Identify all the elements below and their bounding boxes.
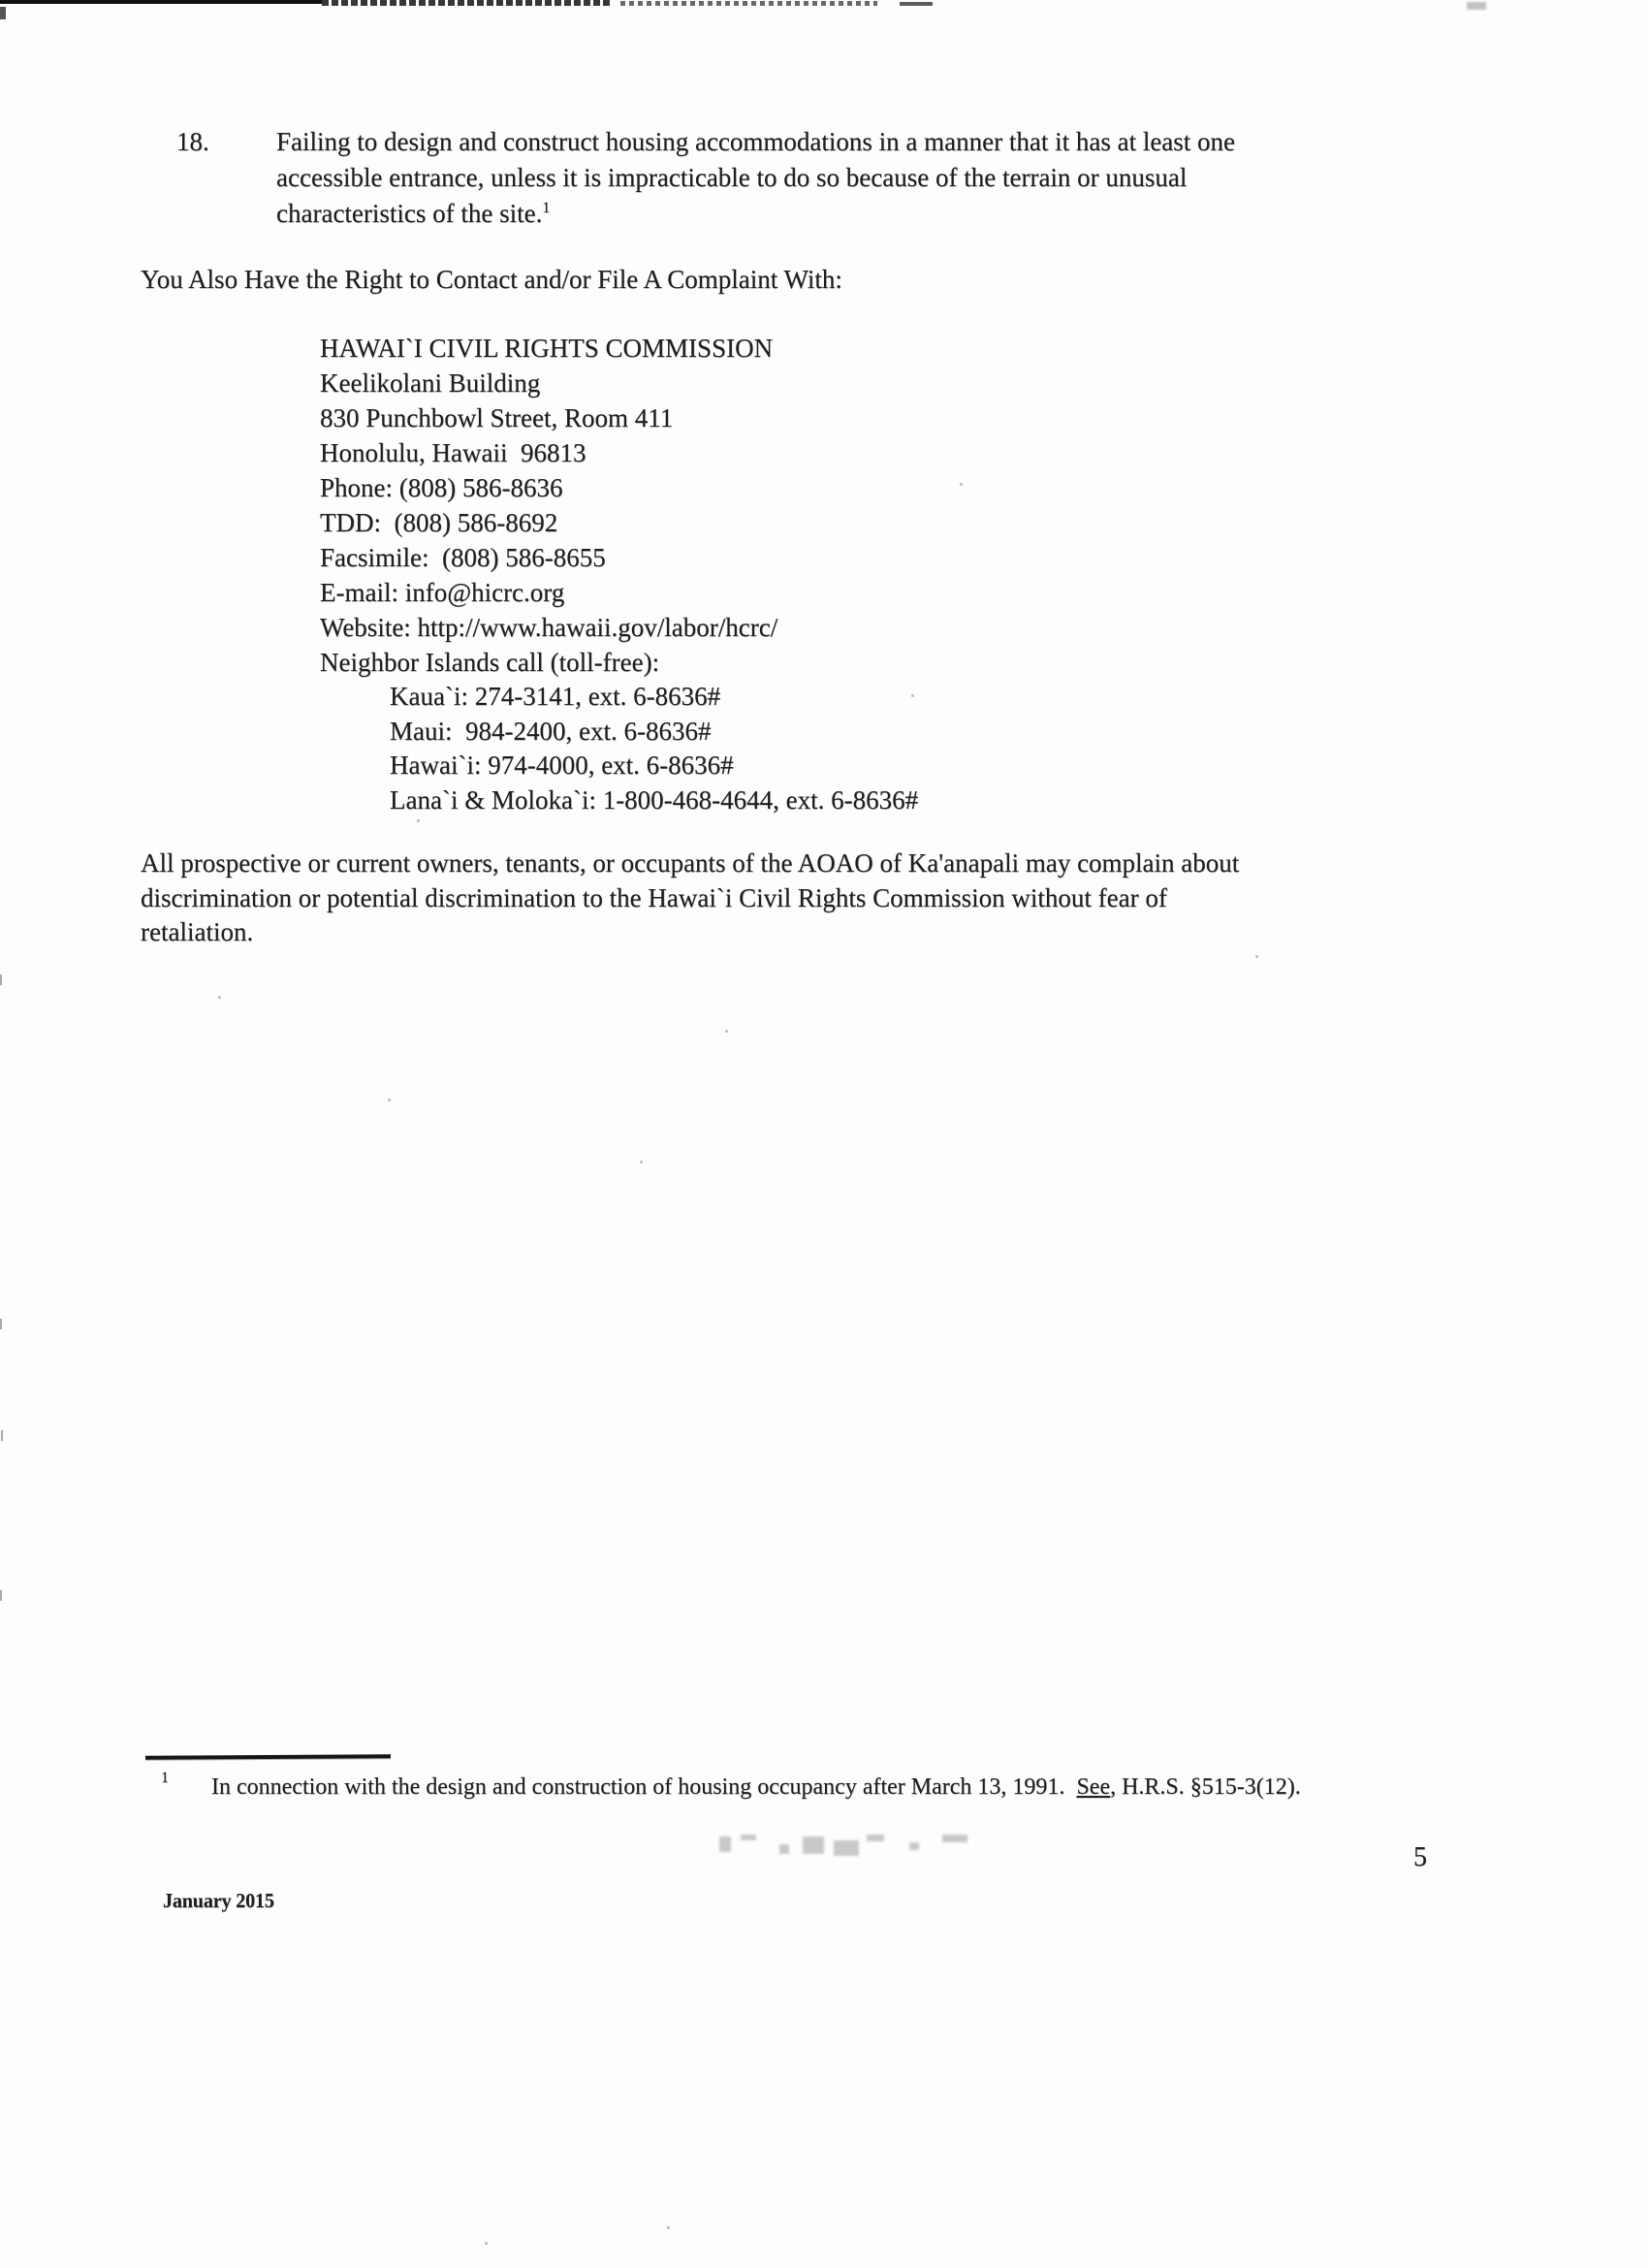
- date-stamp: January 2015: [163, 1889, 274, 1912]
- scan-speck: [1255, 955, 1258, 958]
- footnote-see-citation: See: [1076, 1774, 1111, 1800]
- contact-line-tdd: TDD: (808) 586-8692: [320, 508, 558, 537]
- island-line-kauai: Kaua`i: 274-3141, ext. 6-8636#: [390, 682, 721, 711]
- list-item-18-paragraph: [276, 124, 1235, 232]
- island-line-maui: Maui: 984-2400, ext. 6-8636#: [390, 716, 712, 746]
- contact-line-website: Website: http://www.hawaii.gov/labor/hcrc/: [320, 613, 778, 642]
- contact-line-building: Keelikolani Building: [320, 368, 541, 398]
- scan-speck: [388, 1099, 391, 1102]
- scan-speck: [485, 2242, 488, 2245]
- scan-artifact-top-line: [0, 0, 322, 4]
- paragraph-line: Failing to design and construct housing accommodations in a manner that it has at least one: [276, 127, 1236, 156]
- paragraph-line: All prospective or current owners, tenants, or occupants of the AOAO of Ka'anapali may complain about: [141, 848, 1240, 878]
- scan-speck: [640, 1161, 643, 1164]
- page-number: 5: [1413, 1842, 1427, 1872]
- scan-edge-tick: [1, 1430, 3, 1441]
- paragraph-line: accessible entrance, unless it is impracticable to do so because of the terrain or unusual: [276, 163, 1188, 192]
- scan-artifact-faint-smudge: [719, 1833, 923, 1860]
- scan-artifact-top-dashes: [620, 1, 877, 6]
- contact-line-city: Honolulu, Hawaii 96813: [320, 438, 586, 467]
- scan-artifact-top-dashes: [322, 0, 613, 6]
- contact-line-phone: Phone: (808) 586-8636: [320, 473, 563, 502]
- scan-artifact-left-edge-mark: [0, 7, 6, 19]
- scan-artifact-top-right-speck: [1467, 2, 1486, 10]
- scan-edge-tick: [0, 1590, 2, 1601]
- scan-artifact-top-dash: [900, 2, 933, 6]
- paragraph-line-text: characteristics of the site.: [276, 199, 543, 228]
- scan-speck: [667, 2226, 670, 2229]
- scan-speck: [218, 996, 221, 999]
- contact-line-neighbor-islands: Neighbor Islands call (toll-free):: [320, 648, 660, 677]
- scan-speck: [725, 1030, 728, 1033]
- footnote-separator-rule: [145, 1754, 391, 1760]
- scan-speck: [960, 483, 963, 486]
- paragraph-line: discrimination or potential discrimination to the Hawai`i Civil Rights Commission without fear of: [141, 882, 1167, 912]
- contact-line-organization: HAWAI`I CIVIL RIGHTS COMMISSION: [320, 334, 774, 363]
- closing-paragraph: [141, 847, 1239, 950]
- island-line-lanai-molokai: Lana`i & Moloka`i: 1-800-468-4644, ext. 6-8636#: [390, 784, 919, 815]
- list-item-number: 18.: [176, 127, 209, 156]
- contact-line-email: E-mail: info@hicrc.org: [320, 578, 565, 607]
- footnote-text: [211, 1773, 1301, 1802]
- paragraph-line: [276, 196, 1235, 232]
- section-heading: You Also Have the Right to Contact and/or File A Complaint With:: [141, 265, 842, 294]
- scan-edge-tick: [0, 1319, 2, 1329]
- contact-line-street: 830 Punchbowl Street, Room 411: [320, 403, 674, 432]
- contact-info-block: [320, 331, 777, 680]
- footnote-text-after: , H.R.S. §515-3(12).: [1110, 1774, 1301, 1800]
- island-phone-list: [390, 680, 918, 817]
- paragraph-line: retaliation.: [141, 917, 254, 946]
- footnote-text-before: In connection with the design and construction of housing occupancy after March 13, 1991.: [211, 1774, 1077, 1800]
- scan-speck: [911, 694, 914, 697]
- scan-edge-tick: [0, 974, 2, 985]
- contact-line-facsimile: Facsimile: (808) 586-8655: [320, 543, 606, 572]
- island-line-hawaii: Hawai`i: 974-4000, ext. 6-8636#: [390, 751, 734, 780]
- footnote-marker: 1: [161, 1770, 169, 1786]
- footnote-reference: 1: [542, 200, 551, 216]
- scan-speck: [417, 819, 420, 822]
